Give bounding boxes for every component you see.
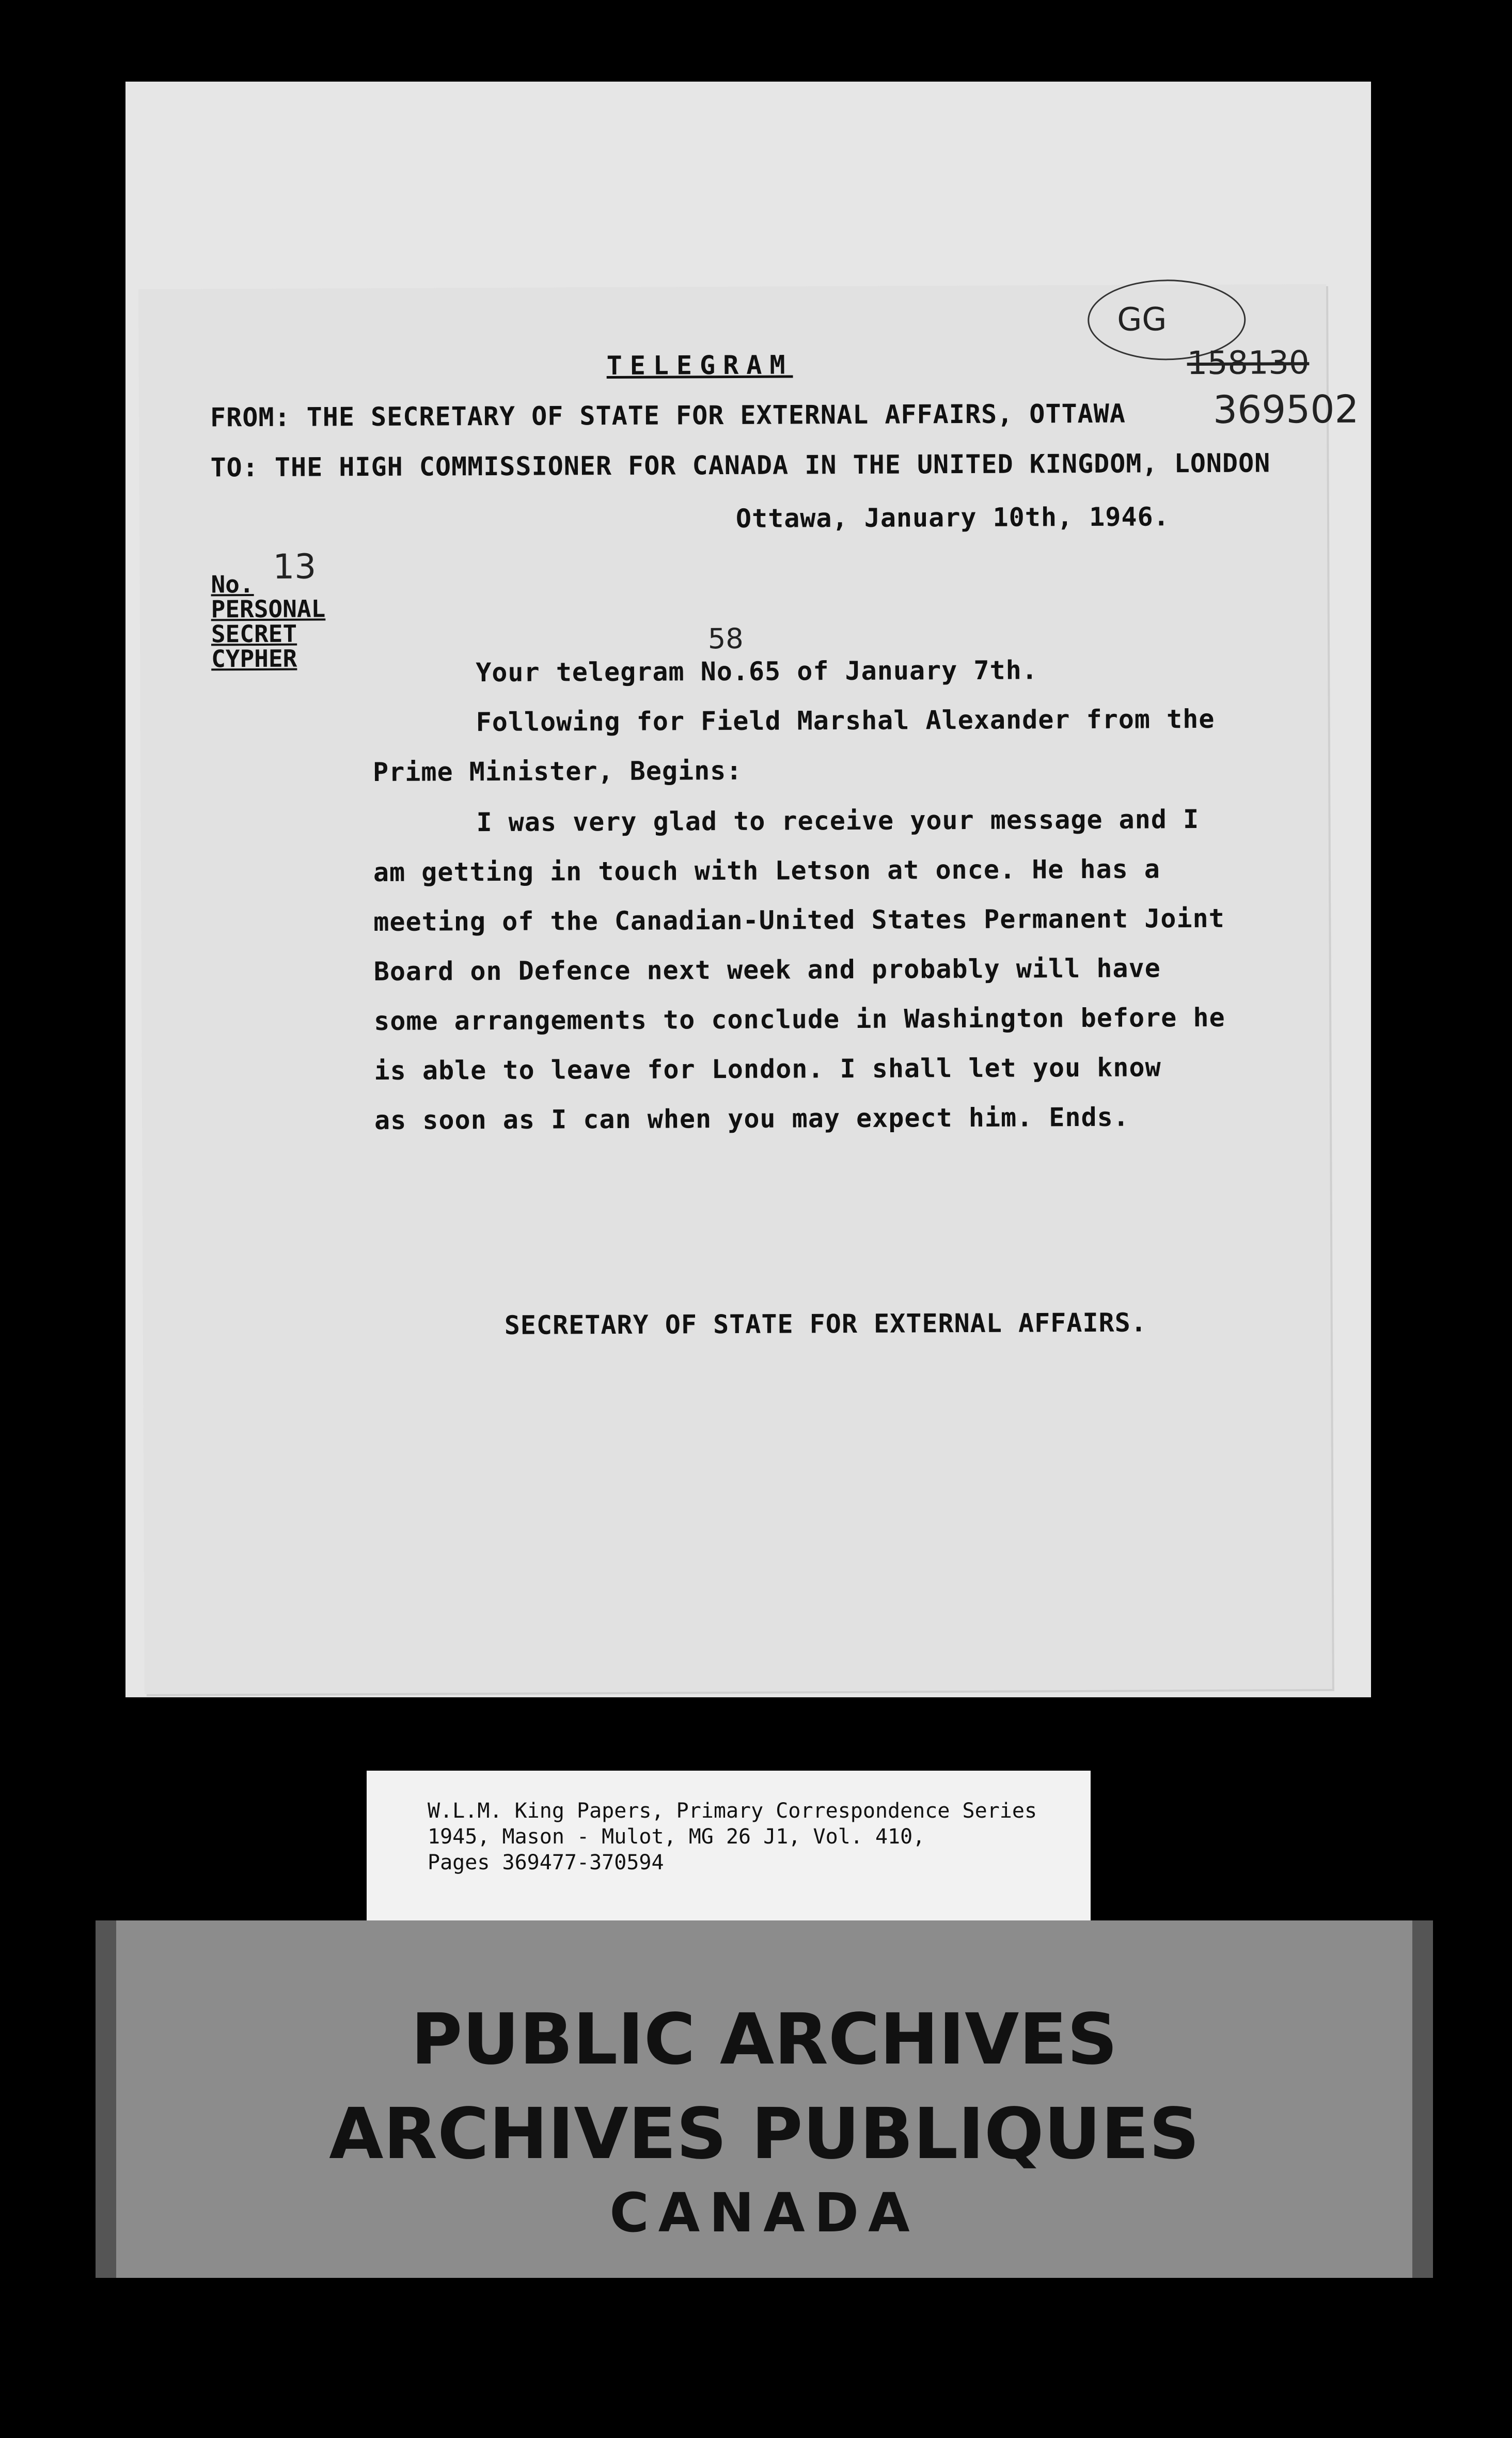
date-line: Ottawa, January 10th, 1946.	[735, 502, 1170, 534]
stamp-line-english: PUBLIC ARCHIVES	[411, 1999, 1118, 2081]
handwritten-telegram-no: 13	[273, 546, 317, 587]
from-line: FROM: THE SECRETARY OF STATE FOR EXTERNAL AFFAIRS, OTTAWA	[210, 398, 1126, 433]
body-line: is able to leave for London. I shall let you know	[374, 1052, 1161, 1086]
body-line: Board on Defence next week and probably will have	[373, 953, 1161, 987]
personal-label: PERSONAL	[211, 595, 326, 623]
body-line: Your telegram No.65 of January 7th.	[476, 655, 1038, 688]
body-line: Prime Minister, Begins:	[372, 755, 743, 788]
signature-line: SECRETARY OF STATE FOR EXTERNAL AFFAIRS.	[504, 1307, 1147, 1340]
secret-label: SECRET	[211, 619, 297, 648]
body-line: Following for Field Marshal Alexander from the	[476, 704, 1215, 738]
label-line: 1945, Mason - Mulot, MG 26 J1, Vol. 410,	[428, 1825, 925, 1849]
stamp-line-french: ARCHIVES PUBLIQUES	[329, 2093, 1200, 2175]
label-line: W.L.M. King Papers, Primary Correspondence Series	[428, 1799, 1037, 1823]
handwritten-ref-no: 58	[707, 622, 744, 655]
telegram-title: TELEGRAM	[606, 350, 793, 381]
no-label: No.	[211, 570, 254, 599]
crossed-out-number: 158130	[1187, 343, 1310, 382]
telegram-sheet	[138, 284, 1359, 1694]
body-line: I was very glad to receive your message and I	[476, 804, 1200, 838]
body-line: meeting of the Canadian-United States Permanent Joint	[373, 903, 1225, 937]
archive-reference-label	[367, 1771, 1091, 1920]
cypher-label: CYPHER	[211, 644, 297, 673]
page-number: 369502	[1212, 387, 1359, 432]
label-line: Pages 369477-370594	[428, 1851, 664, 1874]
body-line: am getting in touch with Letson at once. He has a	[373, 854, 1161, 888]
to-line: TO: THE HIGH COMMISSIONER FOR CANADA IN THE UNITED KINGDOM, LONDON	[210, 448, 1271, 483]
stamp-line-country: CANADA	[609, 2181, 919, 2244]
body-line: as soon as I can when you may expect him. Ends.	[374, 1102, 1129, 1136]
handwritten-initials: GG	[1117, 300, 1167, 338]
archives-stamp	[96, 1920, 1433, 2278]
body-line: some arrangements to conclude in Washington before he	[374, 1002, 1225, 1037]
